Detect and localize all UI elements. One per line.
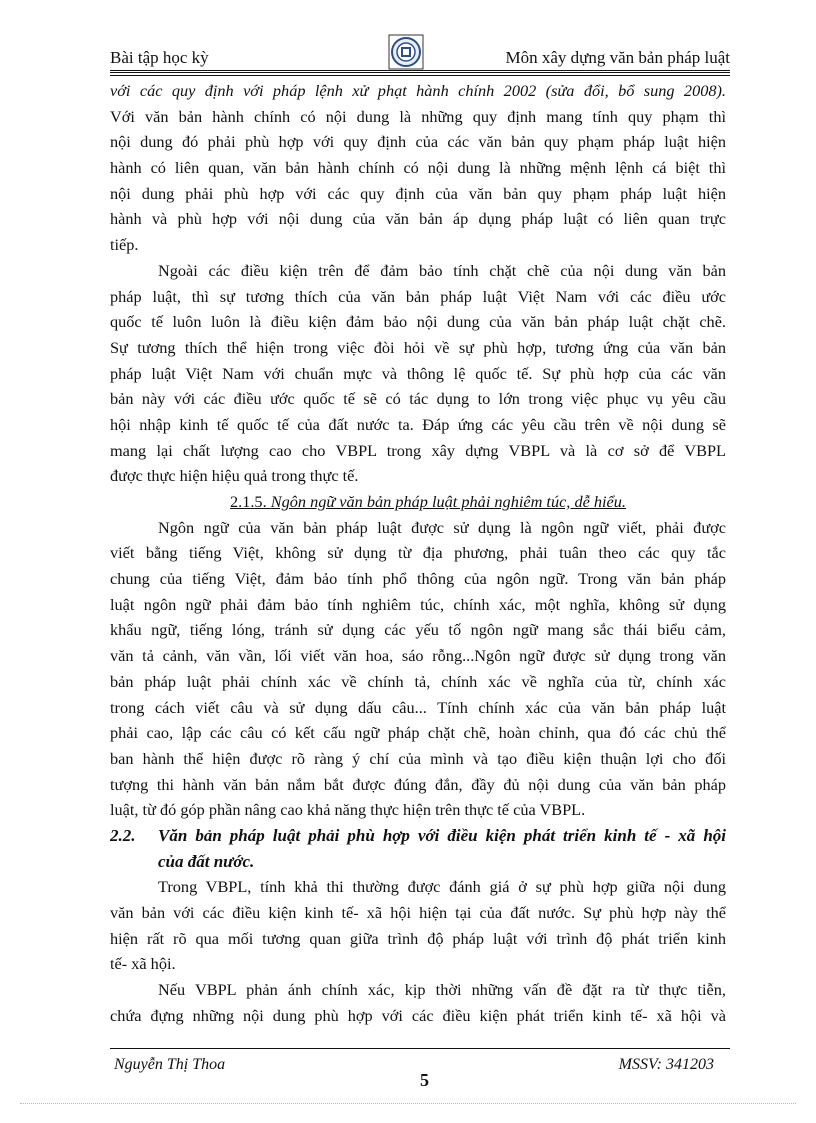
header-course-type: Bài tập học kỳ	[110, 48, 209, 67]
text-line: quốc tế luôn luôn là điều kiện đảm bảo nội dung của văn bản pháp luật chặt chẽ.	[110, 312, 726, 332]
text-line: viết bằng tiếng Việt, không sử dụng từ địa phương, phải tuân theo các quy tắc	[110, 543, 726, 563]
subsection-number: 2.1.5.	[230, 492, 267, 511]
paragraph-4	[110, 874, 726, 977]
footer-author: Nguyễn Thị Thoa	[114, 1056, 226, 1073]
text-line: luật, từ đó góp phần nâng cao khả năng thực hiện trên thực tế của VBPL.	[110, 800, 586, 820]
footer-rule	[110, 1048, 730, 1049]
text-line: được thực hiện hiệu quả trong thực tế.	[110, 466, 359, 486]
text-line: hiện rất rõ qua mối tương quan giữa trình độ pháp luật với trình độ phát triển kinh	[110, 928, 726, 948]
subsection-title: Ngôn ngữ văn bản pháp luật phải nghiêm túc, dễ hiểu.	[270, 492, 626, 511]
section-number: 2.2.	[110, 825, 136, 845]
text-line: chung của tiếng Việt, đảm bảo tính phổ thông của ngôn ngữ. Trong văn bản pháp	[110, 569, 726, 589]
section-title-line-2: của đất nước.	[158, 851, 255, 871]
text-line: bản pháp luật phải chính xác về chính tả, chính xác về nghĩa của từ, chính xác	[110, 671, 726, 691]
text-line: Ngôn ngữ của văn bản pháp luật được sử dụng là ngôn ngữ viết, phải được	[158, 517, 726, 537]
text-line: Với văn bản hành chính có nội dung là những quy định mang tính quy phạm thì	[110, 106, 726, 126]
text-line: tiếp.	[110, 235, 139, 255]
text-line: pháp luật Việt Nam với chuẩn mực và thông lệ quốc tế. Sự phù hợp của các văn	[110, 363, 726, 383]
text-line: bản này với các điều ước quốc tế sẽ có tác dụng to lớn trong việc phục vụ yêu cầu	[110, 389, 726, 409]
paragraph-5	[110, 977, 726, 1028]
page-number: 5	[420, 1070, 429, 1090]
subsection-heading	[110, 489, 726, 515]
text-line: khẩu ngữ, tiếng lóng, tránh sử dụng các yếu tố ngôn ngữ mang sắc thái biểu cảm,	[110, 620, 726, 640]
text-line: hành và phù hợp với nội dung của văn bản áp dụng pháp luật có liên quan trực	[110, 209, 726, 229]
section-title-line-1: Văn bản pháp luật phải phù hợp với điều kiện phát triển kinh tế - xã hội	[158, 825, 726, 845]
text-line: nội dung phải phù hợp với các quy định của văn bản quy phạm pháp luật hiện	[110, 183, 726, 203]
document-body	[110, 78, 726, 1028]
section-heading	[110, 823, 726, 849]
page-footer	[110, 1048, 730, 1088]
page-header	[110, 34, 730, 74]
text-line: chứa đựng những nội dung phù hợp với các điều kiện phát triển kinh tế- xã hội và	[110, 1005, 726, 1025]
paragraph-3	[110, 515, 726, 823]
paragraph-2	[110, 258, 726, 489]
text-line: tượng thi hành văn bản nắm bắt được đúng đắn, đầy đủ nội dung của văn bản pháp	[110, 774, 726, 794]
text-line: tế- xã hội.	[110, 954, 176, 974]
page-edge-divider	[20, 1103, 796, 1104]
text-line: ban hành thể hiện được rõ ràng ý chí của mình và tạo điều kiện thuận lợi cho đối	[110, 748, 726, 768]
text-line: Trong VBPL, tính khả thi thường được đánh giá ở sự phù hợp giữa nội dung	[158, 877, 726, 897]
text-line: Nếu VBPL phản ánh chính xác, kịp thời những vấn đề đặt ra từ thực tiễn,	[158, 980, 726, 1000]
text-line: văn bản với các điều kiện kinh tế- xã hội hiện tại của đất nước. Sự phù hợp này thể	[110, 903, 726, 922]
footer-student-id: MSSV: 341203	[618, 1056, 714, 1073]
paragraph-1	[110, 78, 726, 258]
header-subject: Môn xây dựng văn bản pháp luật	[505, 48, 730, 67]
header-rule	[110, 70, 730, 76]
text-line: văn tả cảnh, văn vần, lối viết văn hoa, sáo rỗng...Ngôn ngữ được sử dụng trong văn	[110, 646, 726, 666]
text-line: nội dung đó phải phù hợp với quy định của các văn bản quy phạm pháp luật hiện	[110, 132, 726, 152]
text-line: hội nhập kinh tế quốc tế của đất nước ta. Đáp ứng các yêu cầu trên về nội dung sẽ	[110, 414, 726, 434]
text-line: Ngoài các điều kiện trên để đảm bảo tính chặt chẽ của nội dung văn bản	[158, 260, 726, 280]
text-line: phải cao, lập các câu có kết cấu ngữ pháp chặt chẽ, hoàn chỉnh, qua đó các chủ thể	[110, 723, 726, 743]
text-line: trong cách viết câu và sử dụng dấu câu... Tính chính xác của văn bản pháp luật	[110, 697, 726, 717]
text-line: pháp luật, thì sự tương thích của văn bản pháp luật Việt Nam với các điều ước	[110, 286, 726, 306]
text-line: luật ngôn ngữ phải đảm bảo tính nghiêm túc, chính xác, một nghĩa, không sử dụng	[110, 594, 726, 614]
text-line: mang lại chất lượng cao cho VBPL trong xây dựng VBPL và là cơ sở để VBPL	[110, 440, 726, 460]
text-line: hành có liên quan, văn bản hành chính có nội dung là những mệnh lệnh cá biệt thì	[110, 158, 726, 178]
university-seal-icon	[388, 34, 424, 70]
text-line: với các quy định với pháp lệnh xử phạt hành chính 2002 (sửa đổi, bổ sung 2008).	[110, 81, 726, 100]
text-line: Sự tương thích thể hiện trong việc đòi hỏi về sự phù hợp, tương ứng của văn bản	[110, 337, 726, 357]
